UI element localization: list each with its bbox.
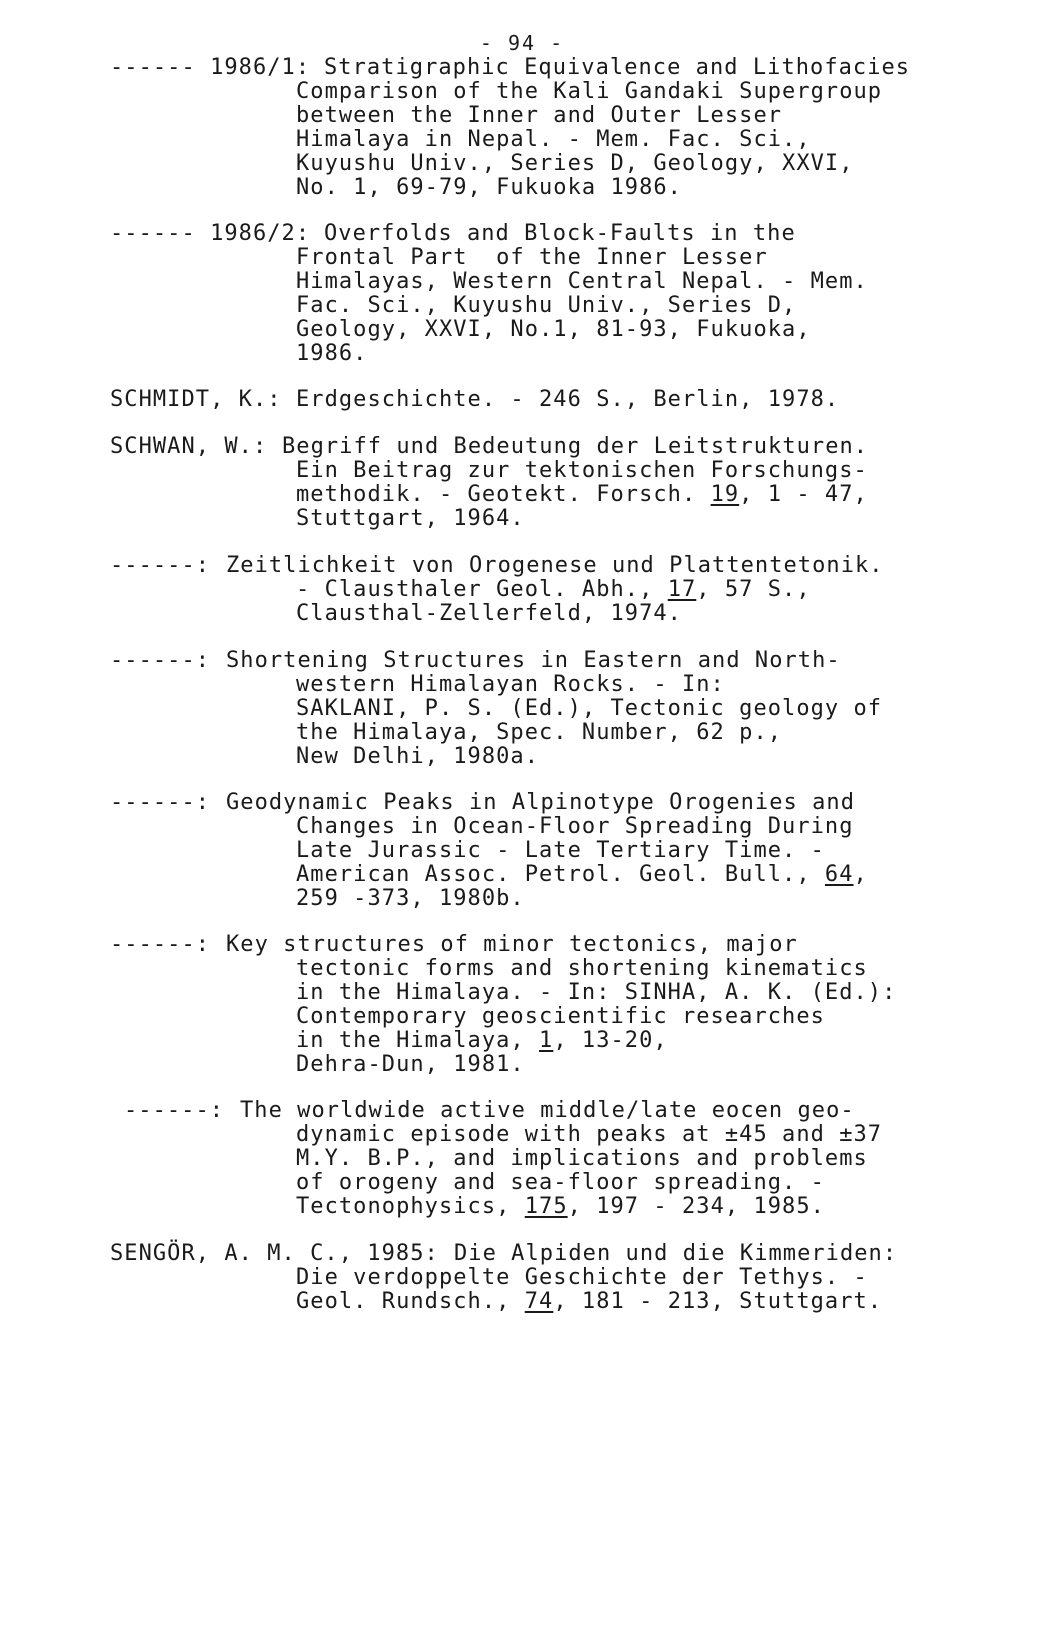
reference-lead: ------ 1986/2: — [110, 221, 325, 246]
reference-text: , 181 - 213, Stuttgart. — [553, 1289, 883, 1314]
reference-line: between the Inner and Outer Lesser — [296, 103, 783, 128]
reference-line: Zeitlichkeit von Orogenese und Plattentetonik. — [226, 553, 884, 578]
reference-line: Erdgeschichte. - 246 S., Berlin, 1978. — [296, 387, 840, 412]
reference-lead: SENGÖR, A. M. C., 1985: — [110, 1241, 454, 1266]
reference-text: , 1 - 47, — [739, 482, 868, 507]
reference-text: methodik. - Geotekt. Forsch. — [296, 482, 711, 507]
reference-line — [296, 482, 868, 507]
reference-text: , 197 - 234, 1985. — [567, 1194, 825, 1219]
reference-line: Himalayas, Western Central Nepal. - Mem. — [296, 269, 868, 294]
reference-text: Tectonophysics, — [296, 1194, 525, 1219]
reference-line: Overfolds and Block-Faults in the — [324, 221, 796, 246]
reference-line: Shortening Structures in Eastern and North- — [226, 648, 841, 673]
reference-text: - Clausthaler Geol. Abh., — [296, 577, 668, 602]
reference-lead: SCHMIDT, K.: — [110, 387, 296, 412]
reference-line: Changes in Ocean-Floor Spreading During — [296, 814, 854, 839]
reference-line: 259 -373, 1980b. — [296, 886, 525, 911]
reference-text: , — [853, 862, 868, 887]
reference-line — [296, 577, 811, 602]
reference-line: Ein Beitrag zur tektonischen Forschungs- — [296, 458, 868, 483]
page-number: - 94 - — [479, 31, 565, 55]
reference-line — [296, 1289, 882, 1314]
reference-text: American Assoc. Petrol. Geol. Bull., — [296, 862, 825, 887]
reference-line: Geology, XXVI, No.1, 81-93, Fukuoka, — [296, 317, 811, 342]
reference-line: Frontal Part of the Inner Lesser — [296, 245, 768, 270]
reference-line: Stuttgart, 1964. — [296, 506, 525, 531]
reference-line: No. 1, 69-79, Fukuoka 1986. — [296, 175, 682, 200]
reference-line: SAKLANI, P. S. (Ed.), Tectonic geology of — [296, 696, 883, 721]
reference-lead: ------ 1986/1: — [110, 55, 325, 80]
reference-text: , 13-20, — [553, 1028, 668, 1053]
volume-number: 175 — [524, 1194, 568, 1219]
reference-line: tectonic forms and shortening kinematics — [296, 956, 868, 981]
reference-lead: ------: — [110, 648, 225, 673]
reference-line: dynamic episode with peaks at ±45 and ±37 — [296, 1122, 883, 1147]
reference-text: in the Himalaya, — [296, 1028, 540, 1053]
reference-line: The worldwide active middle/late eocen geo- — [240, 1098, 855, 1123]
volume-number: 74 — [524, 1289, 554, 1314]
reference-lead: ------: — [124, 1098, 239, 1123]
reference-line: Fac. Sci., Kuyushu Univ., Series D, — [296, 293, 797, 318]
reference-line: Key structures of minor tectonics, major — [226, 932, 798, 957]
reference-text: , 57 S., — [696, 577, 811, 602]
reference-lead: ------: — [110, 932, 225, 957]
reference-line: M.Y. B.P., and implications and problems — [296, 1146, 868, 1171]
volume-number: 1 — [539, 1028, 554, 1053]
reference-line — [296, 1194, 825, 1219]
reference-line: Contemporary geoscientific researches — [296, 1004, 825, 1029]
volume-number: 17 — [667, 577, 697, 602]
reference-line: Dehra-Dun, 1981. — [296, 1052, 525, 1077]
reference-line: Die verdoppelte Geschichte der Tethys. - — [296, 1265, 868, 1290]
reference-line: Kuyushu Univ., Series D, Geology, XXVI, — [296, 151, 854, 176]
reference-line: Die Alpiden und die Kimmeriden: — [454, 1241, 898, 1266]
reference-line: Comparison of the Kali Gandaki Supergroup — [296, 79, 883, 104]
volume-number: 64 — [824, 862, 854, 887]
reference-line — [296, 1028, 668, 1053]
reference-line: Begriff und Bedeutung der Leitstrukturen. — [282, 434, 869, 459]
reference-line: western Himalayan Rocks. - In: — [296, 672, 725, 697]
reference-lead: ------: — [110, 790, 225, 815]
reference-line: in the Himalaya. - In: SINHA, A. K. (Ed.): — [296, 980, 897, 1005]
reference-line: Himalaya in Nepal. - Mem. Fac. Sci., — [296, 127, 811, 152]
reference-line: New Delhi, 1980a. — [296, 744, 540, 769]
volume-number: 19 — [710, 482, 740, 507]
reference-lead: ------: — [110, 553, 225, 578]
reference-line: of orogeny and sea-floor spreading. - — [296, 1170, 825, 1195]
reference-line: 1986. — [296, 341, 368, 366]
reference-line: the Himalaya, Spec. Number, 62 p., — [296, 720, 783, 745]
reference-line: Geodynamic Peaks in Alpinotype Orogenies and — [226, 790, 855, 815]
reference-line: Late Jurassic - Late Tertiary Time. - — [296, 838, 825, 863]
reference-line: Stratigraphic Equivalence and Lithofacies — [324, 55, 911, 80]
reference-lead: SCHWAN, W.: — [110, 434, 282, 459]
reference-text: Geol. Rundsch., — [296, 1289, 525, 1314]
reference-line: Clausthal-Zellerfeld, 1974. — [296, 601, 682, 626]
reference-line — [296, 862, 868, 887]
